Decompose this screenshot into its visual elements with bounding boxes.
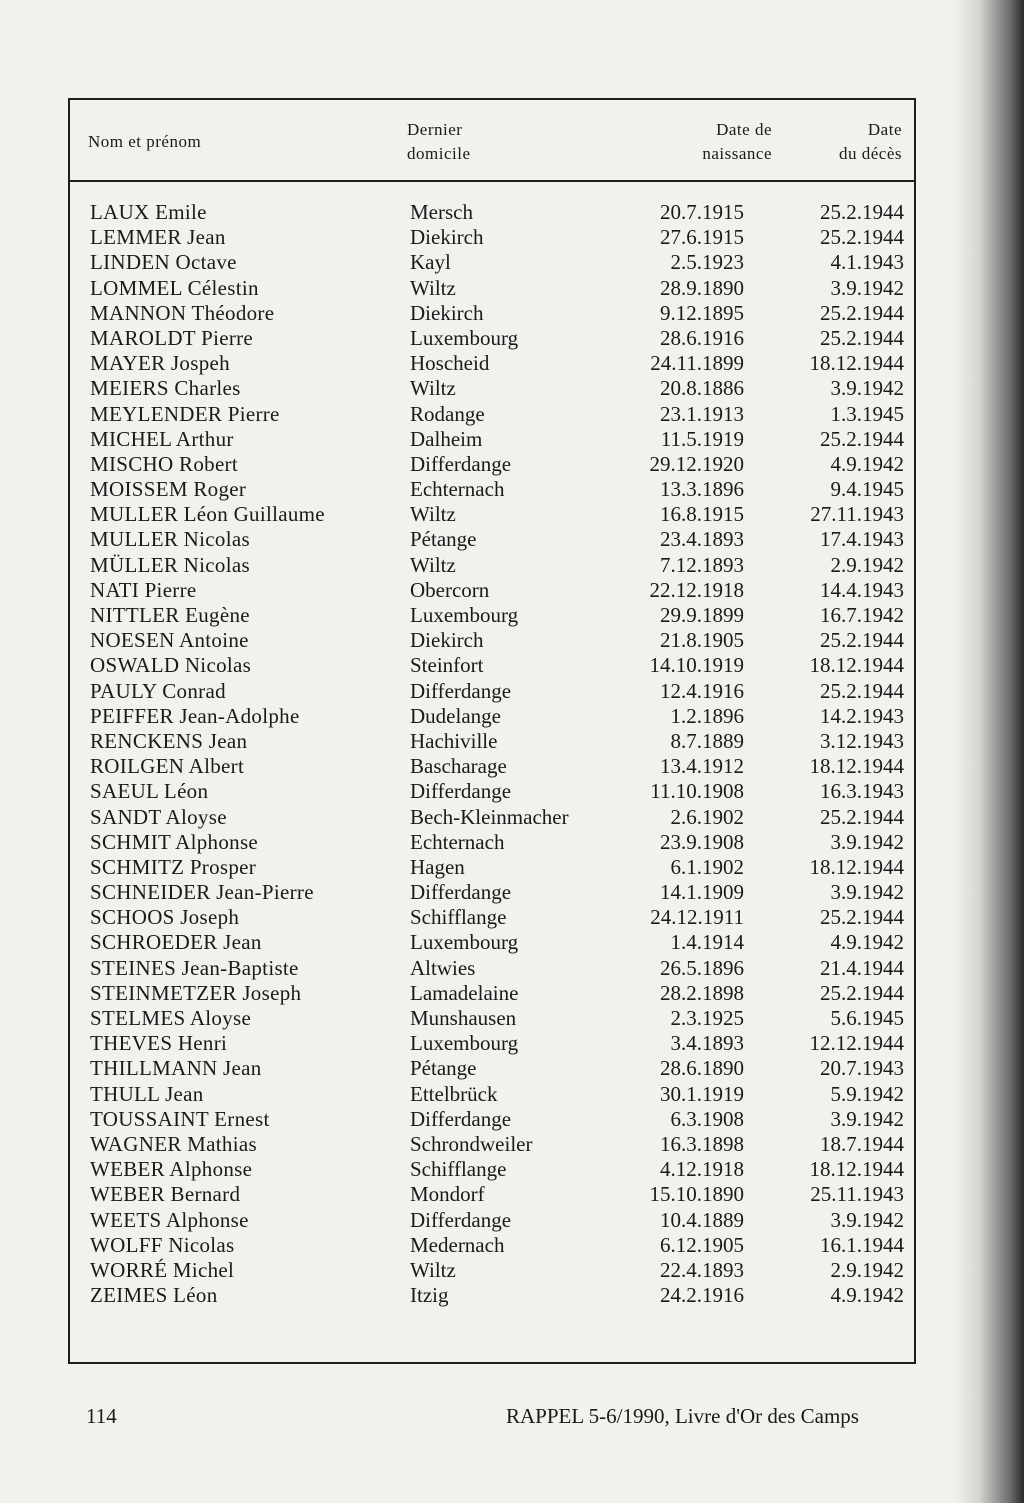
- death-date-cell: 25.2.1944: [820, 300, 904, 325]
- table-row: [70, 1233, 914, 1258]
- birth-date-cell: 16.8.1915: [660, 502, 744, 527]
- domicile-cell: Itzig: [410, 1283, 449, 1308]
- birth-date-cell: 26.5.1896: [660, 955, 744, 980]
- domicile-cell: Differdange: [410, 678, 512, 703]
- name-cell: WEBER Alphonse: [90, 1157, 253, 1182]
- table-row: [70, 981, 914, 1006]
- name-cell: STEINES Jean-Baptiste: [90, 955, 299, 980]
- domicile-cell: Bascharage: [410, 754, 507, 779]
- table-row: [70, 402, 914, 427]
- birth-date-cell: 28.6.1890: [660, 1056, 744, 1081]
- birth-date-cell: 8.7.1889: [670, 728, 744, 753]
- domicile-cell: Steinfort: [410, 653, 484, 678]
- death-date-cell: 3.9.1942: [830, 376, 904, 401]
- name-cell: SAEUL Léon: [90, 779, 209, 804]
- death-date-cell: 20.7.1943: [820, 1056, 904, 1081]
- death-date-cell: 25.2.1944: [820, 628, 904, 653]
- death-date-cell: 3.9.1942: [830, 275, 904, 300]
- death-date-cell: 4.9.1942: [830, 930, 904, 955]
- domicile-cell: Hachiville: [410, 728, 498, 753]
- table-row: [70, 1006, 914, 1031]
- birth-date-cell: 16.3.1898: [660, 1131, 744, 1156]
- name-cell: WAGNER Mathias: [90, 1131, 257, 1156]
- name-cell: WOLFF Nicolas: [90, 1232, 235, 1257]
- birth-date-cell: 20.7.1915: [660, 200, 744, 224]
- domicile-cell: Luxembourg: [410, 930, 519, 955]
- table-row: [70, 376, 914, 401]
- name-cell: SCHNEIDER Jean-Pierre: [90, 880, 314, 905]
- domicile-cell: Schifflange: [410, 905, 507, 930]
- table-row: [70, 1107, 914, 1132]
- name-cell: MAROLDT Pierre: [90, 325, 254, 350]
- header-birth-line-1: Date de: [716, 120, 772, 139]
- birth-date-cell: 11.10.1908: [650, 779, 744, 804]
- table-row: [70, 905, 914, 930]
- table-row: [70, 225, 914, 250]
- name-cell: NATI Pierre: [90, 577, 197, 602]
- name-cell: ZEIMES Léon: [90, 1283, 218, 1308]
- death-date-cell: 3.12.1943: [820, 728, 904, 753]
- header-divider: [70, 180, 914, 182]
- domicile-cell: Wiltz: [410, 275, 456, 300]
- table-row: [70, 653, 914, 678]
- death-date-cell: 18.12.1944: [809, 653, 904, 678]
- name-cell: THILLMANN Jean: [90, 1056, 262, 1081]
- birth-date-cell: 3.4.1893: [670, 1031, 744, 1056]
- table-row: [70, 578, 914, 603]
- memorial-table: [68, 98, 916, 1364]
- header-domicile: [407, 118, 470, 166]
- name-cell: MISCHO Robert: [90, 451, 238, 476]
- domicile-cell: Obercorn: [410, 577, 490, 602]
- domicile-cell: Differdange: [410, 1106, 512, 1131]
- birth-date-cell: 2.5.1923: [670, 250, 744, 275]
- name-cell: LINDEN Octave: [90, 250, 237, 275]
- birth-date-cell: 23.1.1913: [660, 401, 744, 426]
- header-death-line-2: du décès: [838, 144, 902, 163]
- death-date-cell: 25.2.1944: [820, 225, 904, 250]
- birth-date-cell: 1.2.1896: [670, 703, 744, 728]
- domicile-cell: Ettelbrück: [410, 1081, 498, 1106]
- table-row: [70, 1283, 914, 1308]
- name-cell: WORRÉ Michel: [90, 1257, 235, 1282]
- name-cell: ROILGEN Albert: [90, 754, 245, 779]
- name-cell: SCHMITZ Prosper: [90, 854, 257, 879]
- death-date-cell: 3.9.1942: [830, 829, 904, 854]
- birth-date-cell: 13.4.1912: [660, 754, 744, 779]
- birth-date-cell: 23.9.1908: [660, 829, 744, 854]
- header-domicile-line-1: Dernier: [407, 120, 463, 139]
- birth-date-cell: 12.4.1916: [660, 678, 744, 703]
- domicile-cell: Luxembourg: [410, 1031, 519, 1056]
- death-date-cell: 25.2.1944: [820, 426, 904, 451]
- domicile-cell: Mersch: [410, 200, 473, 224]
- domicile-cell: Diekirch: [410, 225, 484, 250]
- birth-date-cell: 22.12.1918: [649, 577, 744, 602]
- death-date-cell: 25.2.1944: [820, 325, 904, 350]
- domicile-cell: Differdange: [410, 1207, 512, 1232]
- birth-date-cell: 13.3.1896: [660, 477, 744, 502]
- death-date-cell: 3.9.1942: [830, 1207, 904, 1232]
- page-number: 114: [86, 1404, 117, 1428]
- death-date-cell: 18.12.1944: [809, 854, 904, 879]
- table-row: [70, 628, 914, 653]
- birth-date-cell: 22.4.1893: [660, 1257, 744, 1282]
- name-cell: NOESEN Antoine: [90, 628, 249, 653]
- death-date-cell: 18.7.1944: [820, 1131, 904, 1156]
- death-date-cell: 5.9.1942: [830, 1081, 904, 1106]
- birth-date-cell: 30.1.1919: [660, 1081, 744, 1106]
- table-row: [70, 200, 914, 225]
- table-row: [70, 1208, 914, 1233]
- table-row: [70, 704, 914, 729]
- domicile-cell: Diekirch: [410, 628, 484, 653]
- domicile-cell: Wiltz: [410, 376, 456, 401]
- name-cell: MULLER Nicolas: [90, 527, 250, 552]
- name-cell: LAUX Emile: [90, 200, 207, 224]
- death-date-cell: 12.12.1944: [809, 1031, 904, 1056]
- birth-date-cell: 2.6.1902: [670, 804, 744, 829]
- death-date-cell: 16.3.1943: [820, 779, 904, 804]
- birth-date-cell: 29.9.1899: [660, 603, 744, 627]
- table-row: [70, 301, 914, 326]
- death-date-cell: 2.9.1942: [830, 1257, 904, 1282]
- birth-date-cell: 20.8.1886: [660, 376, 744, 401]
- name-cell: OSWALD Nicolas: [90, 653, 252, 678]
- domicile-cell: Differdange: [410, 451, 512, 476]
- death-date-cell: 3.9.1942: [830, 880, 904, 905]
- domicile-cell: Differdange: [410, 779, 512, 804]
- domicile-cell: Wiltz: [410, 502, 456, 527]
- birth-date-cell: 11.5.1919: [660, 426, 744, 451]
- table-row: [70, 855, 914, 880]
- death-date-cell: 5.6.1945: [830, 1006, 904, 1030]
- table-row: [70, 326, 914, 351]
- domicile-cell: Medernach: [410, 1232, 505, 1257]
- table-row: [70, 679, 914, 704]
- birth-date-cell: 2.3.1925: [670, 1006, 744, 1030]
- death-date-cell: 25.2.1944: [820, 678, 904, 703]
- birth-date-cell: 4.12.1918: [660, 1157, 744, 1182]
- table-row: [70, 502, 914, 527]
- table-row: [70, 276, 914, 301]
- header-birth-date: [630, 118, 772, 166]
- domicile-cell: Rodange: [410, 401, 485, 426]
- name-cell: PAULY Conrad: [90, 678, 226, 703]
- table-row: [70, 1157, 914, 1182]
- domicile-cell: Luxembourg: [410, 325, 519, 350]
- birth-date-cell: 6.12.1905: [660, 1232, 744, 1257]
- domicile-cell: Echternach: [410, 477, 505, 502]
- death-date-cell: 25.11.1943: [810, 1182, 904, 1207]
- header-birth-line-2: naissance: [702, 144, 772, 163]
- domicile-cell: Pétange: [410, 527, 477, 552]
- domicile-cell: Diekirch: [410, 300, 484, 325]
- birth-date-cell: 9.12.1895: [660, 300, 744, 325]
- source-citation: RAPPEL 5-6/1990, Livre d'Or des Camps: [506, 1404, 859, 1428]
- table-row: [70, 1182, 914, 1207]
- name-cell: NITTLER Eugène: [90, 603, 250, 627]
- birth-date-cell: 14.10.1919: [649, 653, 744, 678]
- table-row: [70, 553, 914, 578]
- table-row: [70, 956, 914, 981]
- name-cell: WEBER Bernard: [90, 1182, 241, 1207]
- death-date-cell: 4.1.1943: [830, 250, 904, 275]
- table-row: [70, 754, 914, 779]
- name-cell: MÜLLER Nicolas: [90, 552, 250, 577]
- table-row: [70, 1258, 914, 1283]
- page-gutter-shadow: [954, 0, 1024, 1503]
- death-date-cell: 21.4.1944: [820, 955, 904, 980]
- birth-date-cell: 28.2.1898: [660, 980, 744, 1005]
- birth-date-cell: 27.6.1915: [660, 225, 744, 250]
- table-row: [70, 779, 914, 804]
- name-cell: MEYLENDER Pierre: [90, 401, 280, 426]
- death-date-cell: 9.4.1945: [830, 477, 904, 502]
- name-cell: MULLER Léon Guillaume: [90, 502, 325, 527]
- table-row: [70, 930, 914, 955]
- death-date-cell: 25.2.1944: [820, 804, 904, 829]
- table-row: [70, 1056, 914, 1081]
- name-cell: MEIERS Charles: [90, 376, 241, 401]
- birth-date-cell: 29.12.1920: [649, 451, 744, 476]
- birth-date-cell: 15.10.1890: [649, 1182, 744, 1207]
- domicile-cell: Wiltz: [410, 552, 456, 577]
- name-cell: LOMMEL Célestin: [90, 275, 259, 300]
- name-cell: MOISSEM Roger: [90, 477, 247, 502]
- birth-date-cell: 14.1.1909: [660, 880, 744, 905]
- birth-date-cell: 24.11.1899: [650, 351, 744, 376]
- name-cell: THEVES Henri: [90, 1031, 228, 1056]
- table-row: [70, 1132, 914, 1157]
- death-date-cell: 3.9.1942: [830, 1106, 904, 1131]
- name-cell: THULL Jean: [90, 1081, 204, 1106]
- death-date-cell: 2.9.1942: [830, 552, 904, 577]
- domicile-cell: Schrondweiler: [410, 1131, 533, 1156]
- table-row: [70, 1082, 914, 1107]
- name-cell: SCHMIT Alphonse: [90, 829, 259, 854]
- birth-date-cell: 28.6.1916: [660, 325, 744, 350]
- domicile-cell: Munshausen: [410, 1006, 517, 1030]
- name-cell: SANDT Aloyse: [90, 804, 227, 829]
- name-cell: SCHOOS Joseph: [90, 905, 240, 930]
- birth-date-cell: 24.2.1916: [660, 1283, 744, 1308]
- table-row: [70, 1031, 914, 1056]
- header-domicile-line-2: domicile: [407, 144, 471, 163]
- death-date-cell: 25.2.1944: [820, 980, 904, 1005]
- table-row: [70, 527, 914, 552]
- domicile-cell: Hagen: [410, 854, 465, 879]
- domicile-cell: Dalheim: [410, 426, 483, 451]
- domicile-cell: Bech-Kleinmacher: [410, 804, 569, 829]
- table-row: [70, 477, 914, 502]
- death-date-cell: 14.2.1943: [820, 703, 904, 728]
- table-row: [70, 830, 914, 855]
- death-date-cell: 17.4.1943: [820, 527, 904, 552]
- death-date-cell: 27.11.1943: [810, 502, 904, 527]
- table-row: [70, 351, 914, 376]
- table-row: [70, 729, 914, 754]
- domicile-cell: Mondorf: [410, 1182, 485, 1207]
- name-cell: TOUSSAINT Ernest: [90, 1106, 270, 1131]
- domicile-cell: Kayl: [410, 250, 451, 275]
- death-date-cell: 16.1.1944: [820, 1232, 904, 1257]
- death-date-cell: 18.12.1944: [809, 754, 904, 779]
- table-row: [70, 427, 914, 452]
- name-cell: STEINMETZER Joseph: [90, 980, 302, 1005]
- birth-date-cell: 21.8.1905: [660, 628, 744, 653]
- birth-date-cell: 1.4.1914: [670, 930, 744, 955]
- table-body: [70, 200, 914, 1308]
- table-row: [70, 805, 914, 830]
- birth-date-cell: 10.4.1889: [660, 1207, 744, 1232]
- name-cell: STELMES Aloyse: [90, 1006, 252, 1030]
- table-row: [70, 250, 914, 275]
- death-date-cell: 25.2.1944: [820, 200, 904, 224]
- domicile-cell: Hoscheid: [410, 351, 490, 376]
- birth-date-cell: 23.4.1893: [660, 527, 744, 552]
- domicile-cell: Altwies: [410, 955, 476, 980]
- name-cell: MICHEL Arthur: [90, 426, 234, 451]
- death-date-cell: 18.12.1944: [809, 1157, 904, 1182]
- table-row: [70, 880, 914, 905]
- name-cell: WEETS Alphonse: [90, 1207, 249, 1232]
- name-cell: SCHROEDER Jean: [90, 930, 262, 955]
- death-date-cell: 25.2.1944: [820, 905, 904, 930]
- death-date-cell: 1.3.1945: [830, 401, 904, 426]
- domicile-cell: Pétange: [410, 1056, 477, 1081]
- domicile-cell: Dudelange: [410, 703, 501, 728]
- name-cell: RENCKENS Jean: [90, 728, 248, 753]
- death-date-cell: 16.7.1942: [820, 603, 904, 627]
- domicile-cell: Wiltz: [410, 1257, 456, 1282]
- name-cell: MANNON Théodore: [90, 300, 275, 325]
- domicile-cell: Schifflange: [410, 1157, 507, 1182]
- death-date-cell: 14.4.1943: [820, 577, 904, 602]
- birth-date-cell: 28.9.1890: [660, 275, 744, 300]
- death-date-cell: 4.9.1942: [830, 451, 904, 476]
- name-cell: PEIFFER Jean-Adolphe: [90, 703, 300, 728]
- table-row: [70, 603, 914, 628]
- birth-date-cell: 6.1.1902: [670, 854, 744, 879]
- table-row: [70, 452, 914, 477]
- birth-date-cell: 24.12.1911: [650, 905, 744, 930]
- death-date-cell: 18.12.1944: [809, 351, 904, 376]
- birth-date-cell: 6.3.1908: [670, 1106, 744, 1131]
- domicile-cell: Echternach: [410, 829, 505, 854]
- birth-date-cell: 7.12.1893: [660, 552, 744, 577]
- name-cell: MAYER Jospeh: [90, 351, 230, 376]
- domicile-cell: Luxembourg: [410, 603, 519, 627]
- domicile-cell: Differdange: [410, 880, 512, 905]
- header-death-date: [790, 118, 902, 166]
- domicile-cell: Lamadelaine: [410, 980, 519, 1005]
- header-name: Nom et prénom: [88, 132, 202, 151]
- name-cell: LEMMER Jean: [90, 225, 226, 250]
- header-death-line-1: Date: [867, 120, 902, 139]
- death-date-cell: 4.9.1942: [830, 1283, 904, 1308]
